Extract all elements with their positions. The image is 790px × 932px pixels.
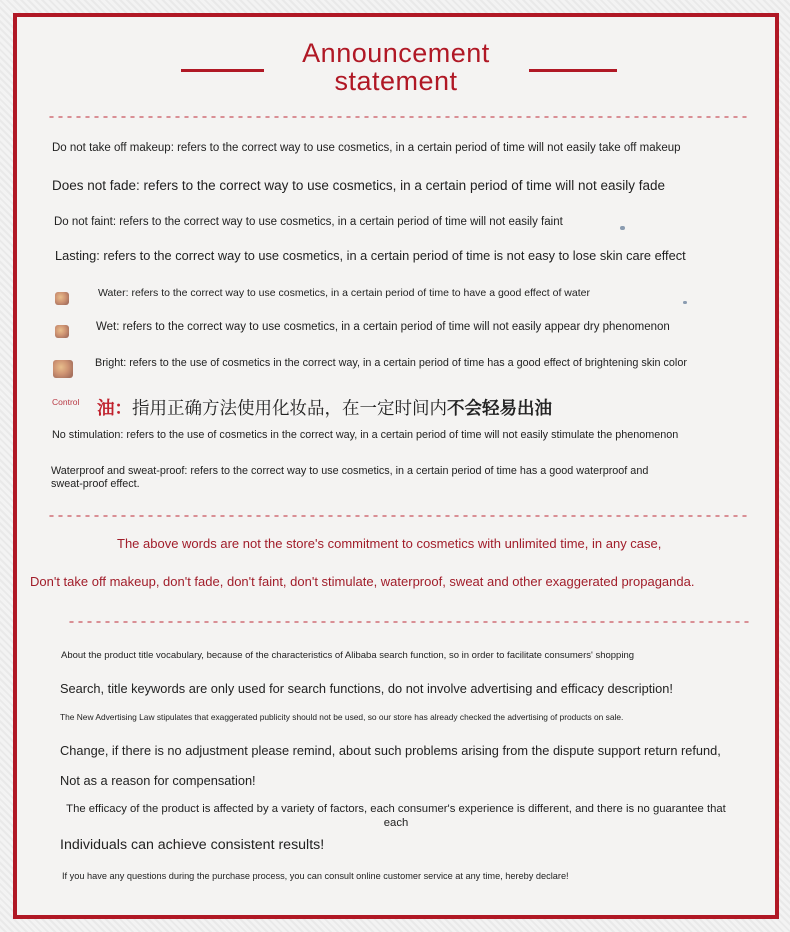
- oil-text: 指用正确方法使用化妆品，在一定时间内: [132, 398, 447, 418]
- note-efficacy-line2: each: [383, 817, 409, 829]
- claim-lasting: Lasting: refers to the correct way to use cosmetics, in a certain period of time is not easy to lose skin care effect: [55, 248, 686, 263]
- announcement-frame: [13, 13, 779, 919]
- wet-product-icon: [55, 325, 69, 338]
- dotted-divider: [47, 116, 747, 118]
- small-mark-icon: [683, 301, 687, 304]
- claim-bright: Bright: refers to the use of cosmetics in the correct way, in a certain period of time has a good effect of brightening skin color: [95, 357, 687, 369]
- claim-no-fade: Does not fade: refers to the correct way to use cosmetics, in a certain period of time will not easily fade: [52, 178, 666, 193]
- water-product-icon: [55, 292, 69, 305]
- note-title-vocabulary: About the product title vocabulary, because of the characteristics of Alibaba search function, so in order to facilitate consumers' shopping: [61, 650, 635, 661]
- title-line-2: statement: [334, 66, 458, 96]
- oil-text-bold: 不会轻易出油: [447, 398, 552, 418]
- control-label: Control: [52, 397, 80, 407]
- claim-water: Water: refers to the correct way to use cosmetics, in a certain period of time to have a good effect of water: [98, 287, 590, 299]
- claim-no-faint: Do not faint: refers to the correct way to use cosmetics, in a certain period of time will not easily faint: [54, 216, 563, 228]
- claim-oil-control: [97, 395, 552, 420]
- note-consistent-results: Individuals can achieve consistent results!: [60, 837, 325, 853]
- note-efficacy-line1: The efficacy of the product is affected by a variety of factors, each consumer's experience is different, and there is no guarantee that: [66, 803, 726, 815]
- claim-no-takeoff-makeup: Do not take off makeup: refers to the correct way to use cosmetics, in a certain period of time will not easily take off makeup: [52, 142, 681, 154]
- claim-no-stimulation: No stimulation: refers to the use of cosmetics in the correct way, in a certain period of time will not easily stimulate the phenomenon: [52, 429, 679, 441]
- disclaimer-line-2: Don't take off makeup, don't fade, don't faint, don't stimulate, waterproof, sweat and other exaggerated propaganda.: [30, 574, 695, 589]
- small-badge-icon: [620, 226, 625, 230]
- claim-waterproof-line2: sweat-proof effect.: [51, 478, 140, 490]
- claim-waterproof-line1: Waterproof and sweat-proof: refers to the correct way to use cosmetics, in a certain period of time has a good waterproof and: [51, 465, 649, 477]
- note-compensation: Not as a reason for compensation!: [60, 773, 256, 788]
- note-search-keywords: Search, title keywords are only used for search functions, do not involve advertising and efficacy description!: [60, 681, 673, 696]
- dotted-divider: [47, 515, 747, 517]
- note-change-remind: Change, if there is no adjustment please remind, about such problems arising from the dispute support return refund,: [60, 743, 721, 758]
- disclaimer-line-1: The above words are not the store's commitment to cosmetics with unlimited time, in any case,: [117, 536, 662, 551]
- dotted-divider: [67, 621, 752, 623]
- claim-wet: Wet: refers to the correct way to use cosmetics, in a certain period of time will not easily appear dry phenomenon: [96, 321, 670, 333]
- title-line-1: Announcement: [302, 38, 490, 68]
- oil-label: 油：: [97, 398, 132, 418]
- page-title: [17, 39, 775, 95]
- note-contact-service: If you have any questions during the purchase process, you can consult online customer service at any time, hereby declare!: [62, 871, 569, 881]
- bright-product-icon: [53, 360, 73, 378]
- note-advertising-law: The New Advertising Law stipulates that exaggerated publicity should not be used, so our store has already checked the advertising of products on sale.: [60, 712, 624, 722]
